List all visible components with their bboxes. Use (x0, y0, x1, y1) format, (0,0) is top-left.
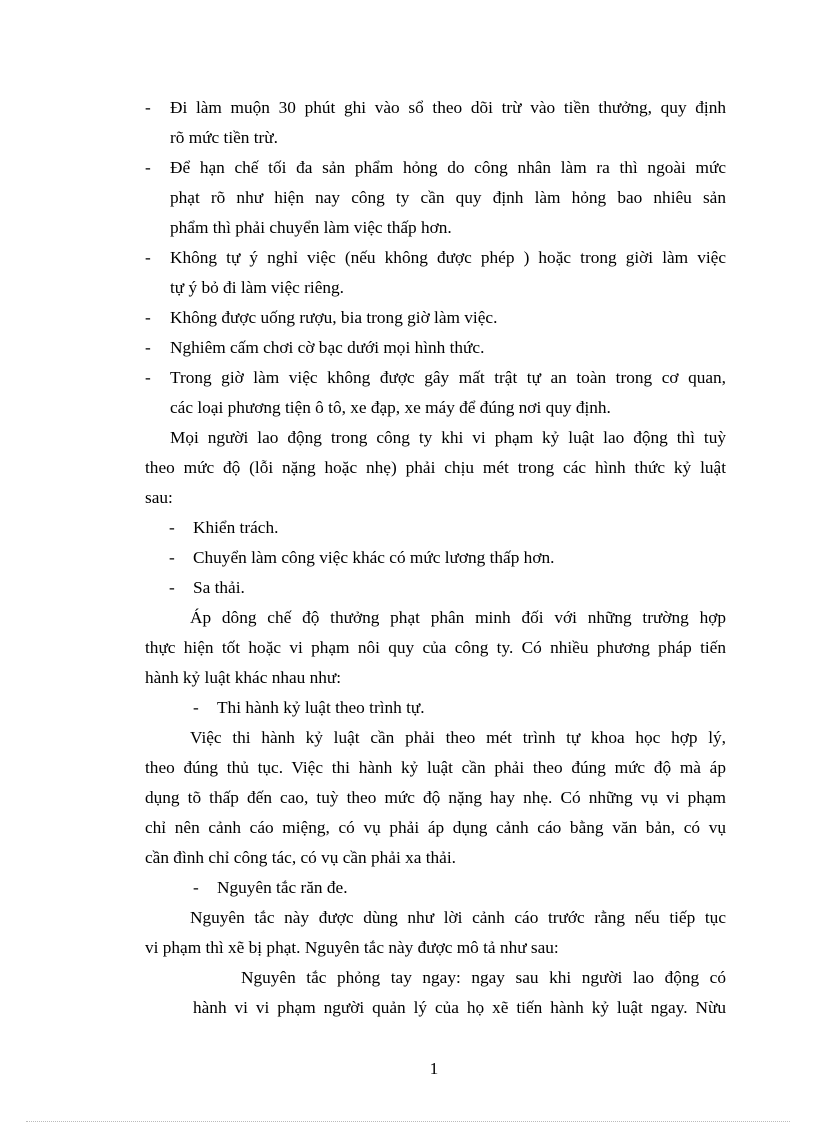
bullet-5-line-1: Nghiêm cấm chơi cờ bạc dưới mọi hình thức. (170, 338, 485, 357)
para2-line-1: Áp dông chế độ thưởng phạt phân minh đối với những trường hợp (190, 608, 726, 627)
bullet-dash: - (193, 878, 199, 897)
para3-line-1: Việc thi hành kỷ luật cần phải theo mét trình tự khoa học hợp lý, (190, 728, 726, 747)
page-bottom-border (26, 1121, 790, 1122)
para2-line-3: hành kỷ luật khác nhau như: (145, 668, 342, 687)
bullet-dash: - (145, 158, 151, 177)
para1-line-1: Mọi người lao động trong công ty khi vi phạm kỷ luật lao động thì tuỳ (170, 428, 726, 447)
para3-line-5: cần đình chỉ công tác, có vụ cần phải xa thải. (145, 848, 456, 867)
para1-line-2: theo mức độ (lỗi nặng hoặc nhẹ) phải chịu mét trong các hình thức kỷ luật (145, 458, 726, 477)
para3-line-4: chỉ nên cảnh cáo miệng, có vụ phải áp dụng cảnh cáo bằng văn bản, có vụ (145, 818, 726, 837)
bullet-2-line-3: phẩm thì phải chuyển làm việc thấp hơn. (170, 218, 452, 237)
bullet-1-line-1: Đi làm muộn 30 phút ghi vào sổ theo dõi trừ vào tiền thưởng, quy định (170, 98, 726, 117)
para5-line-2: hành vi vi phạm người quản lý của họ xẽ tiến hành kỷ luật ngay. Nừu (193, 998, 726, 1017)
bullet-dash: - (169, 548, 175, 567)
discipline-form-2: Chuyển làm công việc khác có mức lương thấp hơn. (193, 548, 555, 567)
bullet-3-line-2: tự ý bỏ đi làm việc riêng. (170, 278, 344, 297)
para3-line-3: dụng tõ thấp đến cao, tuỳ theo mức độ nặng hay nhẹ. Có những vụ vi phạm (145, 788, 726, 807)
bullet-dash: - (145, 308, 151, 327)
bullet-1-line-2: rõ mức tiền trừ. (170, 128, 278, 147)
bullet-dash: - (169, 578, 175, 597)
bullet-dash: - (193, 698, 199, 717)
method-deterrence: Nguyên tắc răn đe. (217, 878, 348, 897)
method-order: Thi hành kỷ luật theo trình tự. (217, 698, 425, 717)
para5-line-1: Nguyên tắc phỏng tay ngay: ngay sau khi người lao động có (241, 968, 726, 987)
para2-line-2: thực hiện tốt hoặc vi phạm nôi quy của công ty. Có nhiều phương pháp tiến (145, 638, 726, 657)
bullet-4-line-1: Không được uống rượu, bia trong giờ làm việc. (170, 308, 498, 327)
bullet-6-line-1: Trong giờ làm việc không được gây mất trật tự an toàn trong cơ quan, (170, 368, 726, 387)
bullet-6-line-2: các loại phương tiện ô tô, xe đạp, xe máy để đúng nơi quy định. (170, 398, 611, 417)
page-number: 1 (429, 1059, 439, 1078)
bullet-dash: - (145, 368, 151, 387)
para4-line-2: vi phạm thì xẽ bị phạt. Nguyên tắc này được mô tả như sau: (145, 938, 559, 957)
para3-line-2: theo đúng thủ tục. Việc thi hành kỷ luật cần phải theo đúng mức độ mà áp (145, 758, 726, 777)
para1-line-3: sau: (145, 488, 173, 507)
bullet-dash: - (145, 98, 151, 117)
bullet-dash: - (145, 338, 151, 357)
discipline-form-3: Sa thải. (193, 578, 245, 597)
bullet-2-line-2: phạt rõ như hiện nay công ty cần quy định làm hỏng bao nhiêu sản (170, 188, 726, 207)
bullet-dash: - (169, 518, 175, 537)
bullet-3-line-1: Không tự ý nghỉ việc (nếu không được phép ) hoặc trong giời làm việc (170, 248, 726, 267)
para4-line-1: Nguyên tắc này được dùng như lời cảnh cáo trước rằng nếu tiếp tục (190, 908, 726, 927)
discipline-form-1: Khiển trách. (193, 518, 279, 537)
bullet-2-line-1: Để hạn chế tối đa sản phẩm hỏng do công nhân làm ra thì ngoài mức (170, 158, 726, 177)
bullet-dash: - (145, 248, 151, 267)
